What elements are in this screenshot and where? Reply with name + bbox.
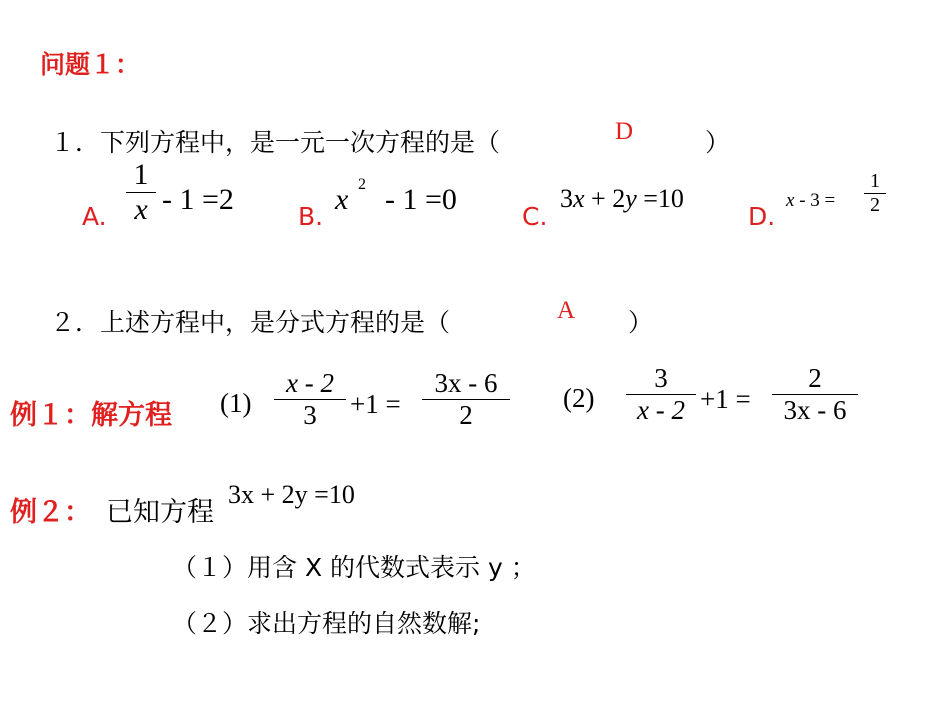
example1-part1-lhs-denominator: 3 — [303, 400, 317, 430]
option-b-label: B. — [298, 202, 324, 231]
example2-equation: 3x + 2y =10 — [228, 480, 355, 509]
option-c-var-x: x — [573, 184, 585, 213]
option-a-rest: - 1 =2 — [162, 183, 234, 216]
option-c-equation — [560, 184, 684, 214]
option-c-coef-2: 2 — [612, 184, 626, 213]
example1-part2-lhs-numerator: 3 — [654, 363, 668, 393]
option-d-lhs — [786, 190, 835, 212]
option-d-denominator: 2 — [870, 194, 880, 216]
example1-part1-rhs-fraction — [422, 368, 510, 431]
option-c-var-y: y — [625, 184, 637, 213]
question2-answer: A — [557, 297, 576, 324]
example1-part2-rhs-denominator: 3x - 6 — [783, 395, 847, 425]
option-d-fraction — [864, 170, 886, 217]
example1-part2-plus: +1 = — [700, 384, 751, 414]
question1-close-paren: ） — [705, 128, 731, 157]
option-c-coef-1: 3 — [560, 184, 573, 213]
option-a-fraction — [126, 158, 156, 227]
problem1-heading: 问题１： — [40, 50, 141, 79]
example2-sub2: （２）求出方程的自然数解; — [172, 609, 481, 638]
option-a-label: A. — [82, 202, 107, 231]
option-b-variable: x — [335, 183, 349, 216]
example1-part2-marker: (2) — [563, 383, 595, 413]
example1-part2-lhs-denominator: x - 2 — [637, 395, 685, 425]
option-d-var: x — [786, 190, 795, 211]
example1-part1-lhs-fraction — [274, 368, 346, 431]
example2-sub1: （１）用含 X 的代数式表示 y ； — [172, 553, 536, 582]
example1-part2-rhs-numerator: 2 — [808, 363, 822, 393]
option-b-exponent: 2 — [358, 176, 366, 193]
question2-close-paren: ） — [628, 308, 654, 337]
example1-part1-marker: (1) — [220, 388, 252, 418]
example1-part1-rhs-denominator: 2 — [459, 400, 473, 430]
example1-part2-rhs-fraction — [772, 363, 858, 426]
question2-prompt: ２．上述方程中，是分式方程的是（ — [50, 308, 451, 337]
example2-label: 例２： — [10, 497, 91, 528]
example1-label: 例１：解方程 — [10, 400, 172, 431]
option-d-lhs-rest: - 3 = — [799, 190, 836, 211]
option-a-denominator: x — [134, 193, 148, 226]
option-d-label: D. — [748, 202, 776, 231]
example1-part1-plus: +1 = — [350, 389, 401, 419]
option-b-rest: - 1 =0 — [385, 183, 457, 216]
option-d-numerator: 1 — [870, 170, 880, 192]
option-c-rest: =10 — [643, 184, 684, 213]
example1-part1-rhs-numerator: 3x - 6 — [434, 368, 498, 398]
option-a-numerator: 1 — [133, 158, 149, 191]
question1-prompt: １．下列方程中，是一元一次方程的是（ — [50, 128, 501, 157]
example2-text: 已知方程 — [106, 497, 214, 528]
example1-part1-lhs-numerator: x - 2 — [286, 368, 334, 398]
option-c-label: C. — [522, 202, 548, 231]
question1-answer: D — [615, 118, 634, 145]
option-c-plus: + — [591, 184, 613, 213]
example1-part2-lhs-fraction — [626, 363, 696, 426]
